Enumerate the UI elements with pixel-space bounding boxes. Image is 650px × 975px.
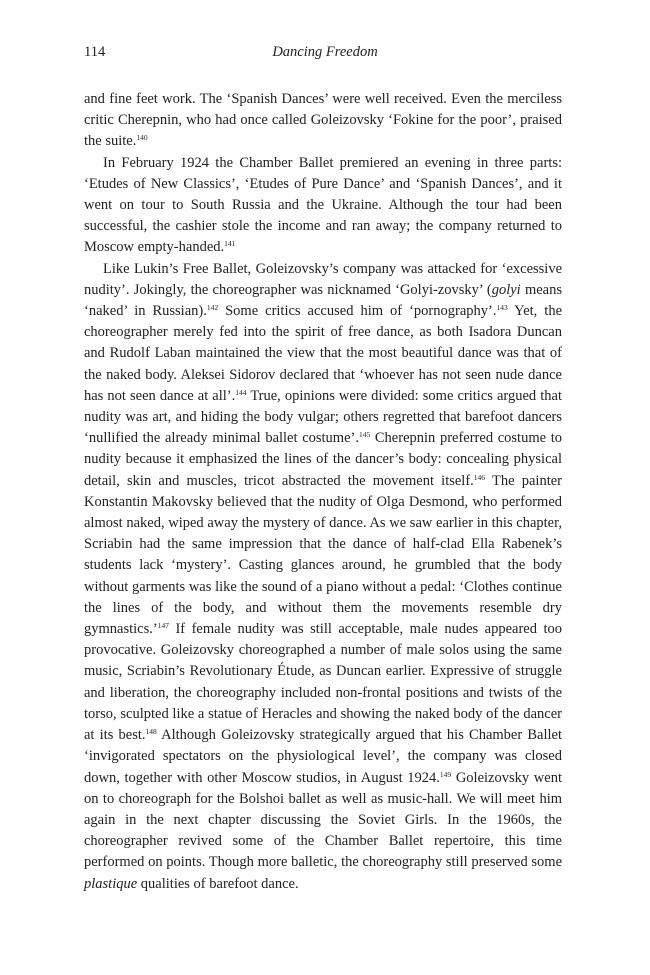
footnote-ref: 147 xyxy=(157,621,169,631)
footnote-ref: 140 xyxy=(136,133,148,143)
footnote-ref: 141 xyxy=(224,239,236,249)
footnote-ref: 148 xyxy=(145,727,157,737)
body-text xyxy=(84,89,562,895)
text-run: True, opinions were divided: some critics argued that nudity was art, and hiding the body vulgar; others regretted that barefoot dancers ‘nullified the already minimal ballet costume’. xyxy=(84,387,562,447)
body-paragraph xyxy=(84,153,562,259)
text-run: Cherepnin preferred costume to nudity because it emphasized the lines of the dancer’s body: concealing physical detail, skin and muscles, tricot abstracted the movement itself. xyxy=(84,430,562,489)
text-run: In February 1924 the Chamber Ballet premiered an evening in three parts: ‘Etudes of New Classics’, ‘Etudes of Pure Dance’ and ‘Spanish Dances’, and it went on tour to South Russia and the Ukraine. Although the tour had been successful, the cashier stole the income and ran away; the company returned to Moscow empty-handed. xyxy=(84,154,562,256)
text-run: If female nudity was still acceptable, male nudes appeared too provocative. Goleizovsky choreographed a number of male solos using the same music, Scriabin’s Revolutionary Étude, as Duncan earlier. Expressive of struggle and liberation, the choreography included non-frontal positions and twists of the torso, sculpted like a statue of Heracles and showing the naked body of the dancer at its best. xyxy=(84,621,562,744)
italic-term: plastique xyxy=(84,875,138,892)
footnote-ref: 149 xyxy=(439,769,452,779)
text-run: The painter Konstantin Makovsky believed that the nudity of Olga Desmond, who performed almost naked, wiped away the mystery of dance. As we saw earlier in this chapter, Scriabin had the same impression that the dance of half-clad Ella Rabenek’s students lack ‘mystery’. Casting glances around, he grumbled that the body without garments was like the sound of a piano without a pedal: ‘Clothes continue the lines of the body, and without them the movements resemble dry gymnastics.’ xyxy=(84,472,562,638)
page-number: 114 xyxy=(84,44,106,60)
body-paragraph xyxy=(84,259,562,895)
text-run: Goleizovsky went on to choreograph for the Bolshoi ballet as well as music-hall. We will meet him again in the next chapter discussing the Soviet Girls. In the 1960s, the choreographer revived some of the Chamber Ballet repertoire, this time performed on points. Though more balletic, the choreography still preserved some xyxy=(84,769,562,871)
text-run: Although Goleizovsky strategically argued that his Chamber Ballet ‘invigorated spectators on the physiological level’, the company was closed down, together with other Moscow studios, in August 1924. xyxy=(84,727,562,786)
footnote-ref: 143 xyxy=(496,303,508,313)
footnote-ref: 142 xyxy=(206,303,219,313)
text-run: means ‘naked’ in Russian). xyxy=(84,281,562,320)
footnote-ref: 145 xyxy=(358,430,371,440)
running-head xyxy=(84,44,566,64)
text-run: qualities of barefoot dance. xyxy=(137,875,299,892)
italic-term: golyi xyxy=(491,281,521,298)
text-run: Like Lukin’s Free Ballet, Goleizovsky’s company was attacked for ‘excessive nudity’. Jokingly, the choreographer was nicknamed ‘Golyi-zovsky’ ( xyxy=(84,260,562,298)
text-run: Some critics accused him of ‘pornography’. xyxy=(218,303,497,320)
text-run: Yet, the choreographer merely fed into the spirit of free dance, as both Isadora Duncan and Rudolf Laban maintained the view that the most beautiful dance was that of the naked body. Aleksei Sidorov declared that ‘whoever has not seen nude dance has not seen dance at all’. xyxy=(84,303,563,404)
footnote-ref: 144 xyxy=(235,387,247,397)
text-run: and fine feet work. The ‘Spanish Dances’ were well received. Even the merciless critic Cherepnin, who had once called Goleizovsky ‘Fokine for the poor’, praised the suite. xyxy=(84,91,562,150)
footnote-ref: 146 xyxy=(473,472,486,482)
running-title: Dancing Freedom xyxy=(272,44,378,60)
body-paragraph xyxy=(84,89,562,153)
